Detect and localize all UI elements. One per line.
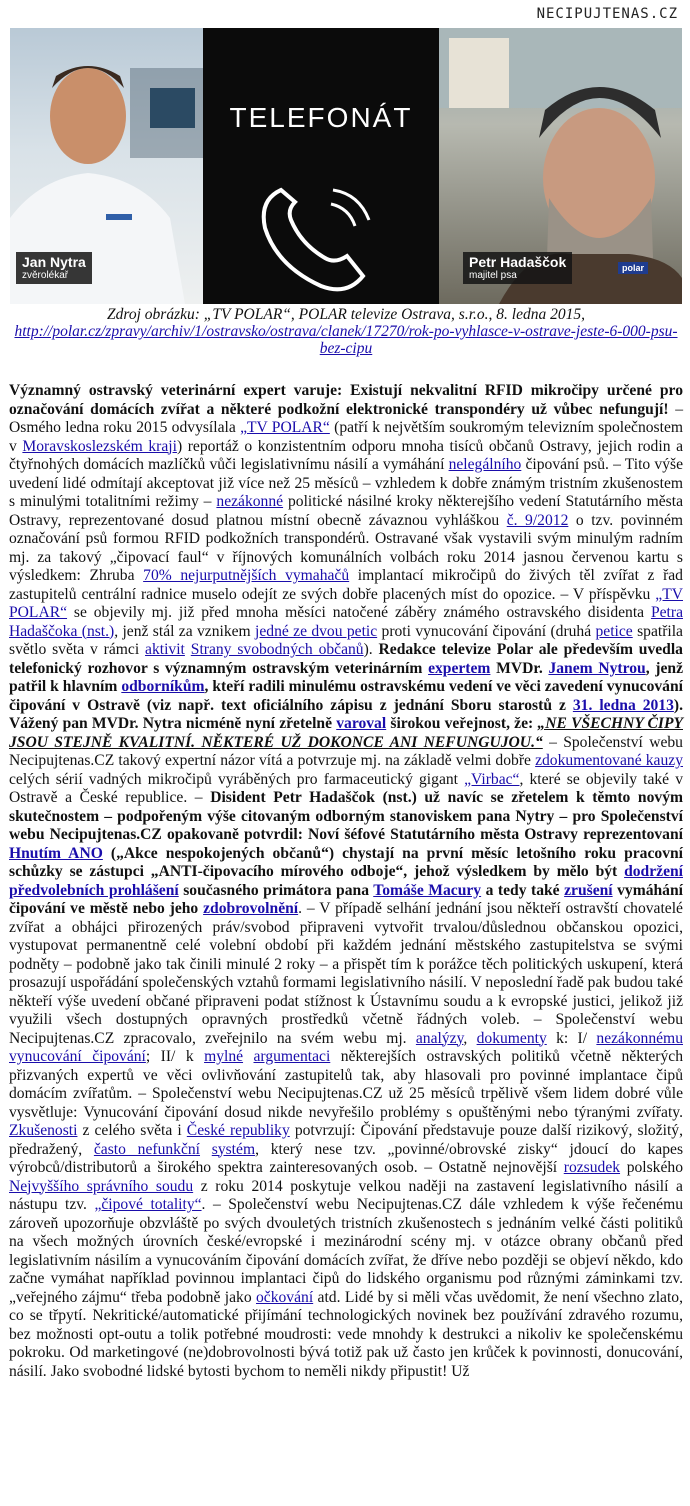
tv-polar-logo: polar (618, 262, 648, 274)
photo-source-text: Zdroj obrázku: „TV POLAR“, POLAR televize Ostrava, s.r.o., 8. ledna 2015, (107, 306, 585, 323)
text-segment: celých sérií vadných mikročipů vyráběných pro farmaceutický gigant (9, 770, 465, 788)
text-segment: politické násilné kroky některejšího vedení Statutárního města Ostravy, reprezentované dosud platnou místní obecně závaznou vyhláškou (9, 493, 683, 529)
link-tv-polar-2[interactable]: „TV POLAR“ (9, 585, 683, 621)
link-system[interactable]: systém (211, 1140, 256, 1158)
text-segment: širokou veřejnost, že: (386, 715, 538, 732)
text-segment: o tzv. povinném označování psů formou RFID podkožních transpondérů. Ostravané však vystavili svým minulým radním mj. za takový „čipovací faul“ v říjnových komunálních volbách roku 2014 jasnou červenou kartu s výsledkem: Zhruba (9, 511, 684, 584)
text-segment: , jenž stál za vznikem (114, 622, 256, 640)
text-segment: implantací mikročipů do živých těl zvířat z řad zastupitelů centrální radnice muselo odejít ze svých dobře placených míst do opozice. – V příspěvku (9, 567, 683, 603)
link-petice-2[interactable]: petice (595, 622, 633, 640)
text-segment: , (463, 1029, 477, 1047)
link-vymahacu[interactable]: 70% nejurputnějších vymahačů (143, 567, 350, 584)
link-prohlaseni[interactable]: dodržení předvolebních prohlášení (9, 863, 683, 899)
link-petr-hadascok[interactable]: Petra Hadaščoka (nst.) (9, 604, 683, 640)
site-logo: NECIPUJTENAS.CZ (536, 6, 678, 22)
text-segment: Redakce televize Polar ale především uvedla telefonický rozhovor s významným ostravským veterinárním (9, 641, 683, 677)
link-cipove-totality[interactable]: „čipové totality“ (94, 1196, 202, 1213)
link-argumentaci[interactable]: argumentaci (253, 1048, 331, 1065)
text-segment: ). (363, 641, 379, 658)
link-mylne[interactable]: mylné (204, 1048, 244, 1065)
link-virbac[interactable]: „Virbac“ (464, 770, 520, 788)
text-segment: se objevily mj. již před mnoha měsíci natočené záběry známého ostravského disidenta (67, 604, 651, 621)
link-ceske-republiky[interactable]: České republiky (186, 1122, 290, 1139)
link-vyhlaska[interactable]: č. 9/2012 (506, 511, 569, 529)
text-segment: MVDr. (490, 659, 549, 677)
link-odbornikum[interactable]: odborníkům (121, 678, 205, 695)
link-zdobrovolneni[interactable]: zdobrovolnění (203, 900, 299, 917)
link-jan-nytra[interactable]: Janem Nytrou (548, 659, 646, 677)
link-kauzy[interactable]: zdokumentované kauzy (535, 752, 683, 769)
source-url-link[interactable]: http://polar.cz/zpravy/archiv/1/ostravsko/ostrava/clanek/17270/rok-po-vyhlasce-v-ostrave-jeste-6-000-psu-bez-cipu (14, 323, 678, 357)
text-segment: , který nese tzv. „povinné/obrovské zisky“ jdoucí do kapes výrobců/distributorů a širokého spektra zainteresovaných osob. – Ostatně nejnovější (9, 1140, 684, 1176)
article-lead: Významný ostravský veterinární expert varuje: Existují nekvalitní RFID mikročipy určené pro označování domácích zvířat a některé podkožní elektronické transpondéry už vůbec nefungují! (9, 382, 683, 418)
link-strana-svobodnych[interactable]: Strany svobodných občanů (190, 641, 364, 658)
photo-panel-owner (439, 28, 682, 304)
link-aktivit[interactable]: aktivit (145, 641, 185, 658)
photo-panel-vet (10, 28, 203, 304)
text-segment: ) reportáž o konzistentním odporu mnoha tisíců občanů Ostravy, jejich rodin a čtyřnohých domácích mazlíčků vůči legislativnímu násilí a vymáhání (9, 437, 683, 473)
telephone-icon (251, 178, 391, 298)
owner-caption (463, 252, 572, 284)
text-segment: . – Společenství webu Necipujtenas.CZ dále vzhledem k výše řečenému zároveň upozorňuje obzvláště po svých dvouletých tristních zkušenostech s jednáním velké části politiků na všech možných úrovních české/evropské i mezinárodní scény mj. v otázce obrany občanů před legislativním násilím a vynucováním čipování domácích zvířat, že dříve nebo později se objeví někdo, kdo začne vymáhat například povinnou implantaci čipů do lidského organismu pod různými záminkami tzv. „veřejného zájmu“ třeba podobně jako (9, 1196, 684, 1306)
link-analyzy[interactable]: analýzy (415, 1029, 464, 1047)
link-nelegalniho[interactable]: nelegálního (448, 456, 522, 473)
vet-role: zvěrolékař (22, 270, 69, 281)
bold-segment (9, 789, 683, 917)
vet-name: Jan Nytra (22, 254, 86, 270)
expert-quote: „NE VŠECHNY ČIPY JSOU STEJNĚ KVALITNÍ. NĚKTERÉ UŽ DOKONCE ANI NEFUNGUJOU.“ (9, 715, 683, 751)
text-segment: vymáhání čipování ve městě nebo jeho (9, 881, 683, 917)
text-segment: , kteří radili minulému ostravskému vedení ve věci zavedení vynucování čipování v Ostravě (viz např. text oficiálního zápisu z jednání Sboru starostů z (9, 678, 683, 714)
text-segment: čipování psů. – Tito výše uvedení lidé odmítají akceptovat již více než 25 měsíců – vzhledem k dobře známým tristním zkušenostem s minulými totalitními režimy – (9, 456, 683, 510)
text-segment: a tedy také (481, 881, 565, 899)
vet-caption (16, 252, 92, 284)
text-segment: z roku 2014 poskytuje velkou naději na zastavení legislativního násilí a nástupu tzv. (9, 1177, 683, 1213)
link-nezakonne[interactable]: nezákonné (216, 493, 284, 510)
owner-name: Petr Hadaščok (469, 254, 567, 270)
text-segment: – Osmého ledna roku 2015 odvysílala (9, 400, 683, 436)
link-tomas-macura[interactable]: Tomáše Macury (373, 881, 482, 899)
link-dokumenty[interactable]: dokumenty (476, 1029, 547, 1047)
link-ockovani[interactable]: očkování (256, 1288, 314, 1306)
text-segment: k: I/ (546, 1029, 597, 1047)
link-moravskoslezsky-kraj[interactable]: Moravskoslezském kraji (22, 437, 177, 455)
text-segment: proti vynucování čipování (druhá (377, 622, 596, 640)
link-zkusenosti[interactable]: Zkušenosti (9, 1122, 78, 1139)
link-zapis[interactable]: 31. ledna 2013 (572, 696, 674, 714)
text-segment: ; II/ k (145, 1048, 205, 1065)
text-segment: polského (620, 1159, 683, 1176)
link-rozsudek[interactable]: rozsudek (563, 1159, 621, 1176)
link-nejvyssi-soud[interactable]: Nejvyššího správního soudu (9, 1177, 194, 1195)
text-segment: – Společenství webu Necipujtenas.CZ takový expertní názor vítá a potvrzuje mj. na základě velmi dobře (9, 733, 683, 769)
photo-credit (10, 306, 682, 357)
article-photo (10, 28, 682, 304)
link-hnuti-ano[interactable]: Hnutím ANO (9, 844, 103, 862)
text-segment: , jenž patřil k hlavním (9, 659, 683, 695)
text-segment: („Akce nespokojených občanů“) chystají na první měsíc letošního roku pracovní schůzky se zástupci „ANTI-čipovacího mírového odboje“, jehož výsledkem by mělo být (9, 844, 683, 880)
text-segment: některejších ostravských politiků včetně některých přizvaných expertů ve věci ovlivňování zastupitelů tak, aby hlasovali pro povinné implantace čipů domácím zvířatům. – Společenství webu Necipujtenas.CZ už 25 měsíců trpělivě všem lidem dobré vůle vysvětluje: Vynucování čipování dosud nikde nevyřešilo problémy s opuštěnými nebo týranými zvířaty. (9, 1048, 683, 1121)
link-zruseni[interactable]: zrušení (564, 881, 613, 899)
text-segment: atd. Lidé by si měli včas uvědomit, že není všechno zlato, co se třpytí. Nekritické/automatické přijímání technologických novinek bez používání zdravého rozumu, bez možnosti opt-outu a tolik potřebné moudrosti: vede mnohdy k destrukci a nikoliv ke společenskému pokroku. Od marketingové (ne)dobrovolnosti bývá totiž pak už často jen krůček k povinnosti, donucování, násilí. Jako svobodné lidské bytosti bychom to neměli nikdy připustit! Už (9, 1288, 683, 1380)
article-body (9, 382, 683, 1381)
text-segment: potvrzují: Čipování představuje pouze další rizikový, složitý, předražený, (9, 1122, 683, 1158)
owner-role: majitel psa (469, 270, 517, 281)
text-segment (200, 1141, 212, 1158)
text-segment (243, 1048, 253, 1065)
link-petice[interactable]: jedné ze dvou petic (255, 622, 378, 640)
link-varoval[interactable]: varoval (336, 715, 387, 732)
link-tv-polar[interactable]: „TV POLAR“ (240, 419, 330, 436)
text-segment: současného primátora pana (178, 881, 374, 899)
text-segment: , které se objevily také v Ostravě a České republice. – (9, 770, 684, 806)
text-segment: ). Vážený pan MVDr. Nytra nicméně nyní zřetelně (9, 696, 683, 732)
link-nezakonnemu-cipovani[interactable]: nezákonnému vynucování čipování (9, 1029, 683, 1065)
text-segment: . – V případě selhání jednání jsou někteří ostravští chovatelé zvířat a obhájci přirozených práv/svobod připraveni vytvořit trvalou/důslednou občanskou opozici, vystupovat permanentně celé volební období při každém jednání městského zastupitelstva se svými podněty – podobně jako tak činili minulé 2 roky – a přispět tím k porážce těch politických uskupení, která prosazují uspořádání společenských vztahů formami legislativního násilí. V neposlední řadě pak budou také někteří výše uvedení občané připraveni podat stížnost k Ústavnímu soudu a k evropské justici, jelikož již využili všech dostupných opravných prostředků včetně řádných voleb. – Společenství webu Necipujtenas.CZ zpracovalo, zveřejnilo na svém webu mj. (9, 900, 683, 1047)
link-expertem[interactable]: expertem (428, 659, 491, 677)
text-segment: (patří k největším soukromým televizním společnostem v (9, 419, 683, 455)
text-segment: Disident Petr Hadaščok (nst.) už navíc se zřetelem k těmto novým skutečnostem – podpořeným výše citovaným odborným stanoviskem pana Nytry – pro Společenství webu Necipujtenas.CZ opakovaně potvrdil: Noví šéfové Statutárního města Ostravy reprezentovaní (9, 789, 683, 843)
text-segment: spatřila světlo světa v rámci (9, 622, 683, 658)
link-casto-nefunkcni[interactable]: často nefunkční (93, 1140, 201, 1158)
photo-panel-phone (203, 28, 439, 304)
text-segment: z celého světa i (77, 1122, 187, 1139)
phone-call-title: TELEFONÁT (229, 102, 413, 133)
